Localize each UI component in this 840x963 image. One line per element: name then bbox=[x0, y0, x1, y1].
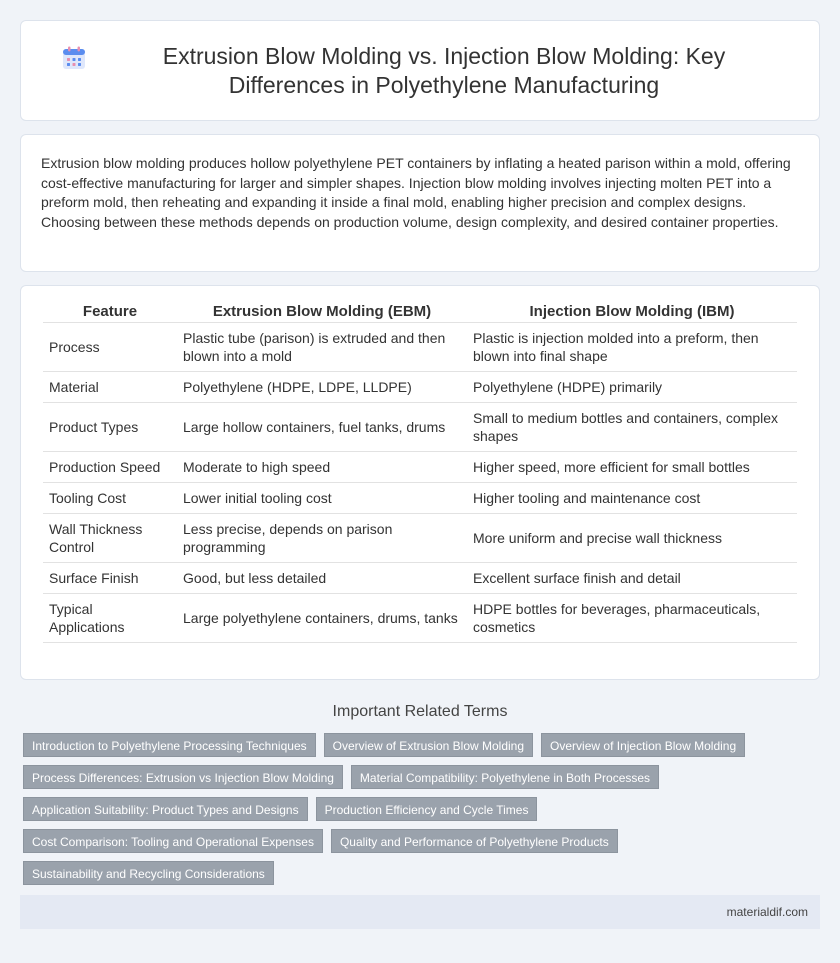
footer bbox=[20, 895, 820, 929]
feature-cell: Surface Finish bbox=[43, 562, 177, 593]
feature-cell: Material bbox=[43, 371, 177, 402]
ibm-cell: More uniform and precise wall thickness bbox=[467, 513, 797, 562]
feature-cell: Typical Applications bbox=[43, 593, 177, 642]
ebm-cell: Plastic tube (parison) is extruded and then blown into a mold bbox=[177, 322, 467, 371]
ibm-cell: Polyethylene (HDPE) primarily bbox=[467, 371, 797, 402]
feature-cell: Process bbox=[43, 322, 177, 371]
related-term-tag[interactable]: Cost Comparison: Tooling and Operational Expenses bbox=[23, 829, 323, 853]
ibm-cell: Plastic is injection molded into a preform, then blown into final shape bbox=[467, 322, 797, 371]
related-term-tag[interactable]: Production Efficiency and Cycle Times bbox=[316, 797, 538, 821]
ebm-cell: Good, but less detailed bbox=[177, 562, 467, 593]
feature-cell: Tooling Cost bbox=[43, 482, 177, 513]
table-row bbox=[43, 513, 797, 562]
ibm-cell: Excellent surface finish and detail bbox=[467, 562, 797, 593]
table-header-row bbox=[43, 300, 797, 322]
ibm-cell: Small to medium bottles and containers, complex shapes bbox=[467, 402, 797, 451]
related-terms-title: Important Related Terms bbox=[332, 703, 508, 720]
ebm-cell: Less precise, depends on parison programming bbox=[177, 513, 467, 562]
intro-paragraph: Extrusion blow molding produces hollow polyethylene PET containers by inflating a heated parison within a mold, offering cost-effective manufacturing for larger and simpler shapes. Injection blow molding involves injecting molten PET into a preform mold, then reheating and expanding it inside a final mold, enabling higher precision and complex designs. Choosing between these methods depends on production volume, design complexity, and desired container properties. bbox=[41, 155, 791, 230]
ibm-cell: Higher tooling and maintenance cost bbox=[467, 482, 797, 513]
ebm-cell: Lower initial tooling cost bbox=[177, 482, 467, 513]
related-term-tag[interactable]: Material Compatibility: Polyethylene in Both Processes bbox=[351, 765, 659, 789]
ibm-cell: Higher speed, more efficient for small bottles bbox=[467, 451, 797, 482]
table-row bbox=[43, 593, 797, 642]
ebm-cell: Large hollow containers, fuel tanks, drums bbox=[177, 402, 467, 451]
feature-cell: Production Speed bbox=[43, 451, 177, 482]
related-term-tag[interactable]: Process Differences: Extrusion vs Injection Blow Molding bbox=[23, 765, 343, 789]
related-term-tag[interactable]: Introduction to Polyethylene Processing Techniques bbox=[23, 733, 316, 757]
table-row bbox=[43, 451, 797, 482]
related-term-tag[interactable]: Quality and Performance of Polyethylene Products bbox=[331, 829, 618, 853]
ibm-cell: HDPE bottles for beverages, pharmaceuticals, cosmetics bbox=[467, 593, 797, 642]
related-term-tag[interactable]: Overview of Injection Blow Molding bbox=[541, 733, 745, 757]
feature-cell: Product Types bbox=[43, 402, 177, 451]
related-term-tag[interactable]: Overview of Extrusion Blow Molding bbox=[324, 733, 533, 757]
table-row bbox=[43, 482, 797, 513]
table-row bbox=[43, 371, 797, 402]
table-row bbox=[43, 322, 797, 371]
ebm-cell: Moderate to high speed bbox=[177, 451, 467, 482]
header-ebm: Extrusion Blow Molding (EBM) bbox=[177, 300, 467, 322]
related-term-tag[interactable]: Application Suitability: Product Types and Designs bbox=[23, 797, 308, 821]
footer-site-link[interactable]: materialdif.com bbox=[726, 905, 808, 919]
header-card bbox=[20, 20, 820, 121]
title-wrap bbox=[61, 42, 779, 100]
related-terms-list bbox=[20, 733, 820, 893]
calendar-icon bbox=[61, 45, 87, 71]
table-row bbox=[43, 402, 797, 451]
table-row bbox=[43, 562, 797, 593]
page-title: Extrusion Blow Molding vs. Injection Blow Molding: Key Differences in Polyethylene Manufacturing bbox=[162, 42, 726, 98]
header-feature: Feature bbox=[43, 300, 177, 322]
ebm-cell: Large polyethylene containers, drums, tanks bbox=[177, 593, 467, 642]
intro-card bbox=[20, 134, 820, 272]
header-ibm: Injection Blow Molding (IBM) bbox=[467, 300, 797, 322]
comparison-table-card bbox=[20, 285, 820, 680]
feature-cell: Wall Thickness Control bbox=[43, 513, 177, 562]
ebm-cell: Polyethylene (HDPE, LDPE, LLDPE) bbox=[177, 371, 467, 402]
related-term-tag[interactable]: Sustainability and Recycling Considerations bbox=[23, 861, 274, 885]
comparison-table bbox=[43, 300, 797, 643]
